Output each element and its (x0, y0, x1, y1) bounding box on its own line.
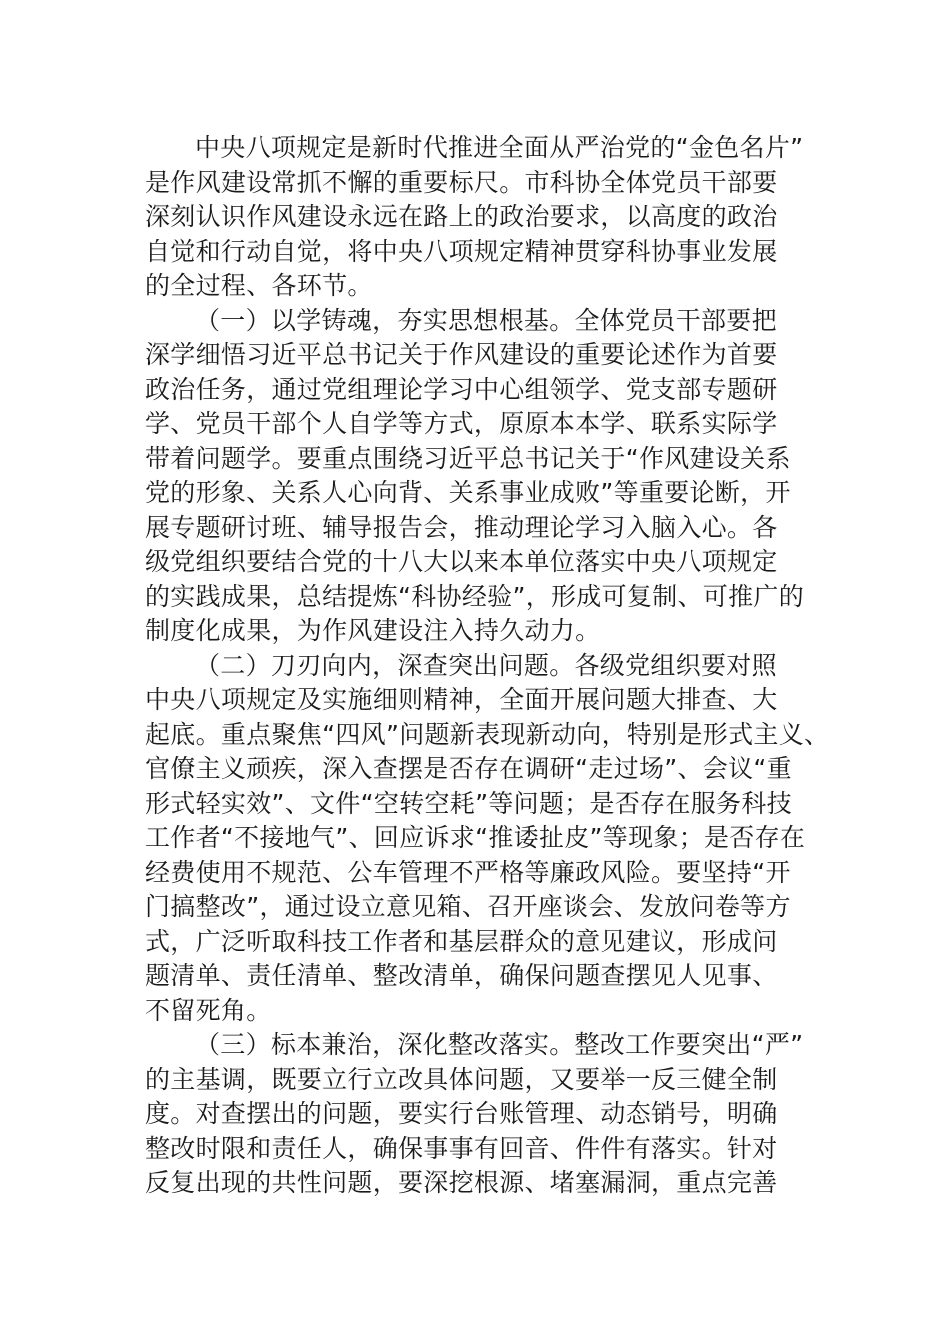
text-line: 反复出现的共性问题，要深挖根源、堵塞漏洞，重点完善 (145, 1168, 778, 1197)
text-line: 工作者“不接地气”、回应诉求“推诿扯皮”等现象；是否存在 (145, 823, 806, 852)
paragraph-section-2 (145, 649, 830, 1029)
text-line: 中央八项规定是新时代推进全面从严治党的“金色名片” (195, 133, 804, 162)
text-line: 级党组织要结合党的十八大以来本单位落实中央八项规定 (145, 547, 778, 576)
text-line: 制度化成果，为作风建设注入持久动力。 (145, 616, 601, 645)
text-line: 起底。重点聚焦“四风”问题新表现新动向，特别是形式主义、 (145, 719, 830, 749)
document-body (145, 131, 830, 1201)
text-line: 式，广泛听取科技工作者和基层群众的意见建议，形成问 (145, 926, 778, 956)
text-line: 学、党员干部个人自学等方式，原原本本学、联系实际学 (145, 409, 778, 438)
text-line: 题清单、责任清单、整改清单，确保问题查摆见人见事、 (145, 961, 778, 990)
text-line: 带着问题学。要重点围绕习近平总书记关于“作风建设关系 (145, 443, 791, 473)
text-line: 形式轻实效”、文件“空转空耗”等问题；是否存在服务科技 (145, 788, 792, 818)
text-line: 门搞整改”，通过设立意见箱、召开座谈会、发放问卷等方 (145, 892, 791, 921)
paragraph-section-3 (145, 1028, 810, 1201)
text-line: 度。对查摆出的问题，要实行台账管理、动态销号，明确 (145, 1099, 778, 1128)
text-line: 不留死角。 (145, 995, 272, 1025)
text-line: 深学细悟习近平总书记关于作风建设的重要论述作为首要 (145, 340, 778, 369)
text-line: 的实践成果，总结提炼“科协经验”，形成可复制、可推广的 (145, 581, 805, 611)
text-line: （一）以学铸魂，夯实思想根基。全体党员干部要把 (195, 305, 777, 335)
text-line: 中央八项规定及实施细则精神，全面开展问题大排查、大 (145, 685, 778, 714)
text-line: （二）刀刃向内，深查突出问题。各级党组织要对照 (195, 650, 777, 680)
text-line: 党的形象、关系人心向背、关系事业成败”等重要论断，开 (145, 478, 791, 507)
text-line: 整改时限和责任人，确保事事有回音、件件有落实。针对 (145, 1133, 778, 1163)
text-line: 深刻认识作风建设永远在路上的政治要求，以高度的政治 (145, 202, 778, 231)
text-line: 自觉和行动自觉，将中央八项规定精神贯穿科协事业发展 (145, 236, 778, 266)
text-line: 官僚主义顽疾，深入查摆是否存在调研“走过场”、会议“重 (145, 754, 792, 783)
paragraph-intro (145, 131, 810, 304)
text-line: 是作风建设常抓不懈的重要标尺。市科协全体党员干部要 (145, 167, 778, 197)
text-line: 的主基调，既要立行立改具体问题，又要举一反三健全制 (145, 1064, 778, 1094)
text-line: 政治任务，通过党组理论学习中心组领学、党支部专题研 (145, 374, 778, 404)
paragraph-section-1 (145, 304, 810, 649)
text-line: 经费使用不规范、公车管理不严格等廉政风险。要坚持“开 (145, 857, 791, 887)
text-line: （三）标本兼治，深化整改落实。整改工作要突出“严” (195, 1030, 804, 1059)
text-line: 的全过程、各环节。 (145, 271, 373, 300)
text-line: 展专题研讨班、辅导报告会，推动理论学习入脑入心。各 (145, 512, 778, 542)
